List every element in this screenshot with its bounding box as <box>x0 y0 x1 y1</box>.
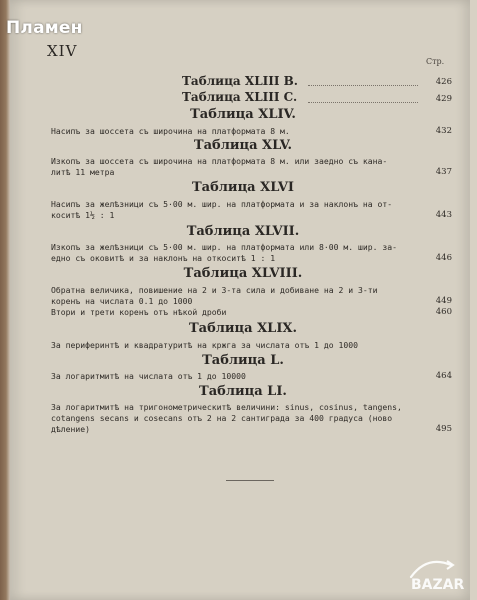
entry-description: За периферинтѣ и квадратуритѣ на кржга за числата отъ 1 до 1000 <box>51 340 358 350</box>
entry-description: Насипъ за шоссета съ широчина на платформата 8 м. <box>51 126 290 136</box>
dot-leader <box>308 84 418 86</box>
entry-description: За логаритмитѣ на числата отъ 1 до 10000 <box>51 371 246 381</box>
separator-rule <box>226 480 274 481</box>
dot-leader <box>308 101 418 103</box>
entry-description: Обратна величика, повишение на 2 и 3-та сила и добиване на 2 и 3-ти <box>51 285 378 295</box>
table-title-xliii-b: Таблица XLIII B. <box>182 74 298 88</box>
entry-description-cont: едно съ оковитѣ и за наклонъ на откоситѣ 1 : 1 <box>51 253 276 263</box>
page-ref: 464 <box>435 371 452 381</box>
bazar-logo-icon <box>407 557 473 595</box>
page-ref: 460 <box>435 307 452 317</box>
page-ref: 443 <box>435 210 452 220</box>
page-number: XIV <box>47 42 78 60</box>
entry-description: Изкопъ за шоссета съ широчина на платформата 8 м. или заедно съ кана- <box>51 156 388 166</box>
entry-description: Изкопъ за желѣзници съ 5·00 м. шир. на платформата или 8·00 м. шир. за- <box>51 242 397 252</box>
entry-description: Втори и трети коренъ отъ нѣкой дроби <box>51 307 227 317</box>
entry-description-cont: коситѣ 1½ : 1 <box>51 210 115 220</box>
table-title-li: Таблица LI. <box>199 384 287 399</box>
page-column-header: Стр. <box>426 57 445 66</box>
page-ref: 449 <box>435 296 452 306</box>
logo-text: BAZAR <box>411 577 465 593</box>
page-ref: 495 <box>435 424 452 434</box>
entry-description-cont: коренъ на числата 0.1 до 1000 <box>51 296 193 306</box>
table-title-xlv: Таблица XLV. <box>193 138 293 153</box>
entry-description-cont: литѣ 11 метра <box>51 167 115 177</box>
page-ref: 446 <box>435 253 452 263</box>
entry-description-cont: дѣление) <box>51 424 90 434</box>
entry-description: Насипъ за желѣзници съ 5·00 м. шир. на платформата и за наклонъ на от- <box>51 199 393 209</box>
page-ref: 426 <box>435 77 452 87</box>
table-title-xlvi: Таблица XLVI <box>192 180 294 195</box>
watermark-text: Пламен <box>6 18 83 38</box>
entry-description-cont: cotangens secans и cosecans отъ 2 на 2 сантиграда за 400 градуса (ново <box>51 413 393 423</box>
entry-description: За логаритмитѣ на тригонометрическитѣ величини: sinus, cosinus, tangens, <box>51 402 402 412</box>
book-page <box>10 0 470 600</box>
table-title-xlix: Таблица XLIX. <box>188 321 298 336</box>
page-ref: 432 <box>435 126 452 136</box>
page-ref: 437 <box>435 167 452 177</box>
table-title-xlviii: Таблица XLVIII. <box>183 266 303 281</box>
page-ref: 429 <box>435 94 452 104</box>
table-title-xliii-c: Таблица XLIII C. <box>182 90 298 104</box>
table-title-l: Таблица L. <box>202 353 284 368</box>
table-title-xlvii: Таблица XLVII. <box>186 224 300 239</box>
table-title-xliv: Таблица XLIV. <box>190 107 296 122</box>
